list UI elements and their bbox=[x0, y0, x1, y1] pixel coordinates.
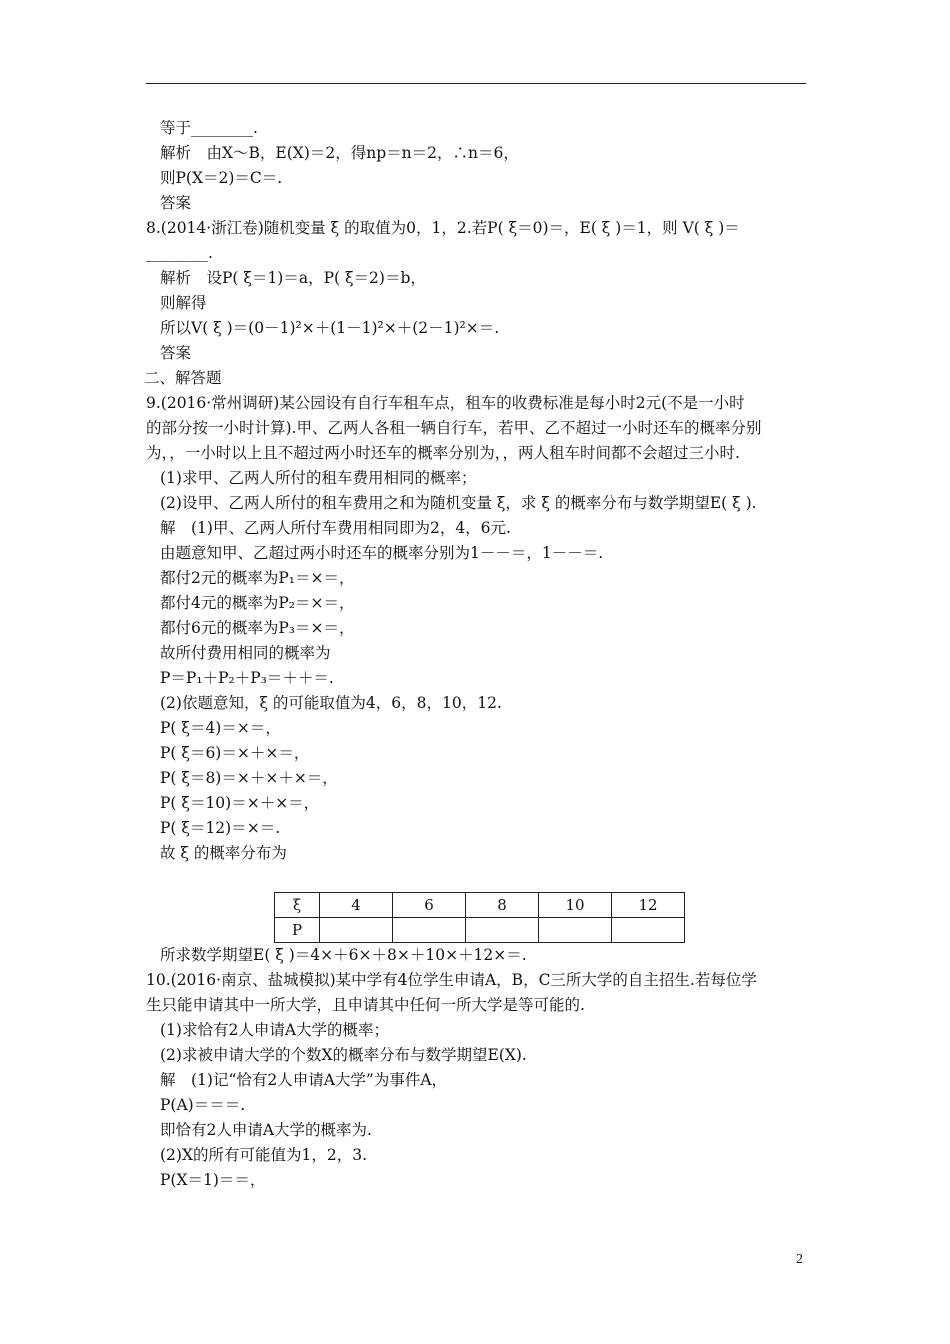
text-line: P(X＝1)＝＝， bbox=[160, 1171, 266, 1189]
text-line: 所以V( ξ )＝(0－1)²×＋(1－1)²×＋(2－1)²×＝. bbox=[160, 319, 500, 337]
text-line: (1)求甲、乙两人所付的租车费用相同的概率； bbox=[160, 469, 477, 487]
text-line: (2)X的所有可能值为1，2，3. bbox=[160, 1146, 368, 1164]
text-line: 由题意知甲、乙超过两小时还车的概率分别为1－－＝，1－－＝. bbox=[160, 544, 604, 562]
text-line: 故所付费用相同的概率为 bbox=[160, 644, 331, 662]
table-cell bbox=[320, 918, 393, 943]
page-content bbox=[140, 116, 812, 1193]
text-line: 则P(X＝2)＝C＝. bbox=[160, 169, 283, 187]
probability-table-wrapper bbox=[274, 892, 812, 943]
table-cell: 10 bbox=[539, 893, 612, 918]
text-line: (1)求恰有2人申请A大学的概率； bbox=[160, 1021, 390, 1039]
text-line: 解析 由X～B，E(X)＝2，得np＝n＝2，∴n＝6， bbox=[160, 144, 519, 162]
text-line: 8.(2014·浙江卷)随机变量 ξ 的取值为0，1，2.若P( ξ＝0)＝，E( ξ )＝1，则 V( ξ )＝ bbox=[146, 219, 740, 237]
text-line: P(A)＝＝＝. bbox=[160, 1096, 246, 1114]
text-line: 9.(2016·常州调研)某公园设有自行车租车点，租车的收费标准是每小时2元(不是一小时 bbox=[146, 394, 745, 412]
text-line: 为，，一小时以上且不超过两小时还车的概率分别为，，两人租车时间都不会超过三小时. bbox=[146, 444, 740, 462]
text-line: 解析 设P( ξ＝1)＝a，P( ξ＝2)＝b， bbox=[160, 269, 426, 287]
page-number: 2 bbox=[796, 1252, 803, 1267]
text-line: P( ξ＝6)＝×＋×＝， bbox=[160, 744, 310, 762]
table-row-probability bbox=[275, 918, 685, 943]
table-cell: 8 bbox=[466, 893, 539, 918]
header-rule bbox=[146, 83, 806, 84]
table-cell: 6 bbox=[393, 893, 466, 918]
text-block-before-table bbox=[140, 116, 812, 866]
text-line: 解 (1)甲、乙两人所付车费用相同即为2，4，6元. bbox=[160, 519, 511, 537]
text-line: 二、解答题 bbox=[144, 369, 222, 387]
text-block-after-table bbox=[140, 943, 812, 1193]
probability-distribution-table bbox=[274, 892, 685, 943]
text-line: 都付6元的概率为P₃＝×＝， bbox=[160, 619, 355, 637]
text-line: 故 ξ 的概率分布为 bbox=[160, 844, 287, 862]
table-cell bbox=[612, 918, 685, 943]
text-line: P( ξ＝10)＝×＋×＝， bbox=[160, 794, 320, 812]
text-line: (2)依题意知，ξ 的可能取值为4，6，8，10，12. bbox=[160, 694, 502, 712]
text-line: P＝P₁＋P₂＋P₃＝＋＋＝. bbox=[160, 669, 334, 687]
table-cell: 4 bbox=[320, 893, 393, 918]
text-line: (2)设甲、乙两人所付的租车费用之和为随机变量 ξ，求 ξ 的概率分布与数学期望E( ξ ). bbox=[160, 494, 757, 512]
text-line: 则解得 bbox=[160, 294, 207, 312]
text-line: P( ξ＝12)＝×＝. bbox=[160, 819, 281, 837]
text-line: 都付4元的概率为P₂＝×＝， bbox=[160, 594, 355, 612]
text-line: (2)求被申请大学的个数X的概率分布与数学期望E(X). bbox=[160, 1046, 527, 1064]
text-line: 所求数学期望E( ξ )＝4×＋6×＋8×＋10×＋12×＝. bbox=[160, 946, 527, 964]
table-cell bbox=[539, 918, 612, 943]
text-line: 答案 bbox=[160, 344, 192, 362]
text-line: P( ξ＝8)＝×＋×＋×＝， bbox=[160, 769, 338, 787]
text-line: 解 (1)记“恰有2人申请A大学”为事件A， bbox=[160, 1071, 448, 1089]
text-line: 都付2元的概率为P₁＝×＝， bbox=[160, 569, 355, 587]
text-line: P( ξ＝4)＝×＝， bbox=[160, 719, 281, 737]
table-cell: P bbox=[275, 918, 320, 943]
table-cell bbox=[466, 918, 539, 943]
text-line: 等于________. bbox=[160, 119, 258, 137]
table-cell: 12 bbox=[612, 893, 685, 918]
text-line: 生只能申请其中一所大学，且申请其中任何一所大学是等可能的. bbox=[146, 996, 585, 1014]
text-line: ________. bbox=[146, 244, 213, 262]
table-row-header bbox=[275, 893, 685, 918]
table-cell bbox=[393, 918, 466, 943]
text-line: 即恰有2人申请A大学的概率为. bbox=[160, 1121, 372, 1139]
text-line: 的部分按一小时计算).甲、乙两人各租一辆自行车，若甲、乙不超过一小时还车的概率分别 bbox=[146, 419, 762, 437]
text-line: 答案 bbox=[160, 194, 192, 212]
table-cell: ξ bbox=[275, 893, 320, 918]
text-line: 10.(2016·南京、盐城模拟)某中学有4位学生申请A，B，C三所大学的自主招生.若每位学 bbox=[146, 971, 757, 989]
